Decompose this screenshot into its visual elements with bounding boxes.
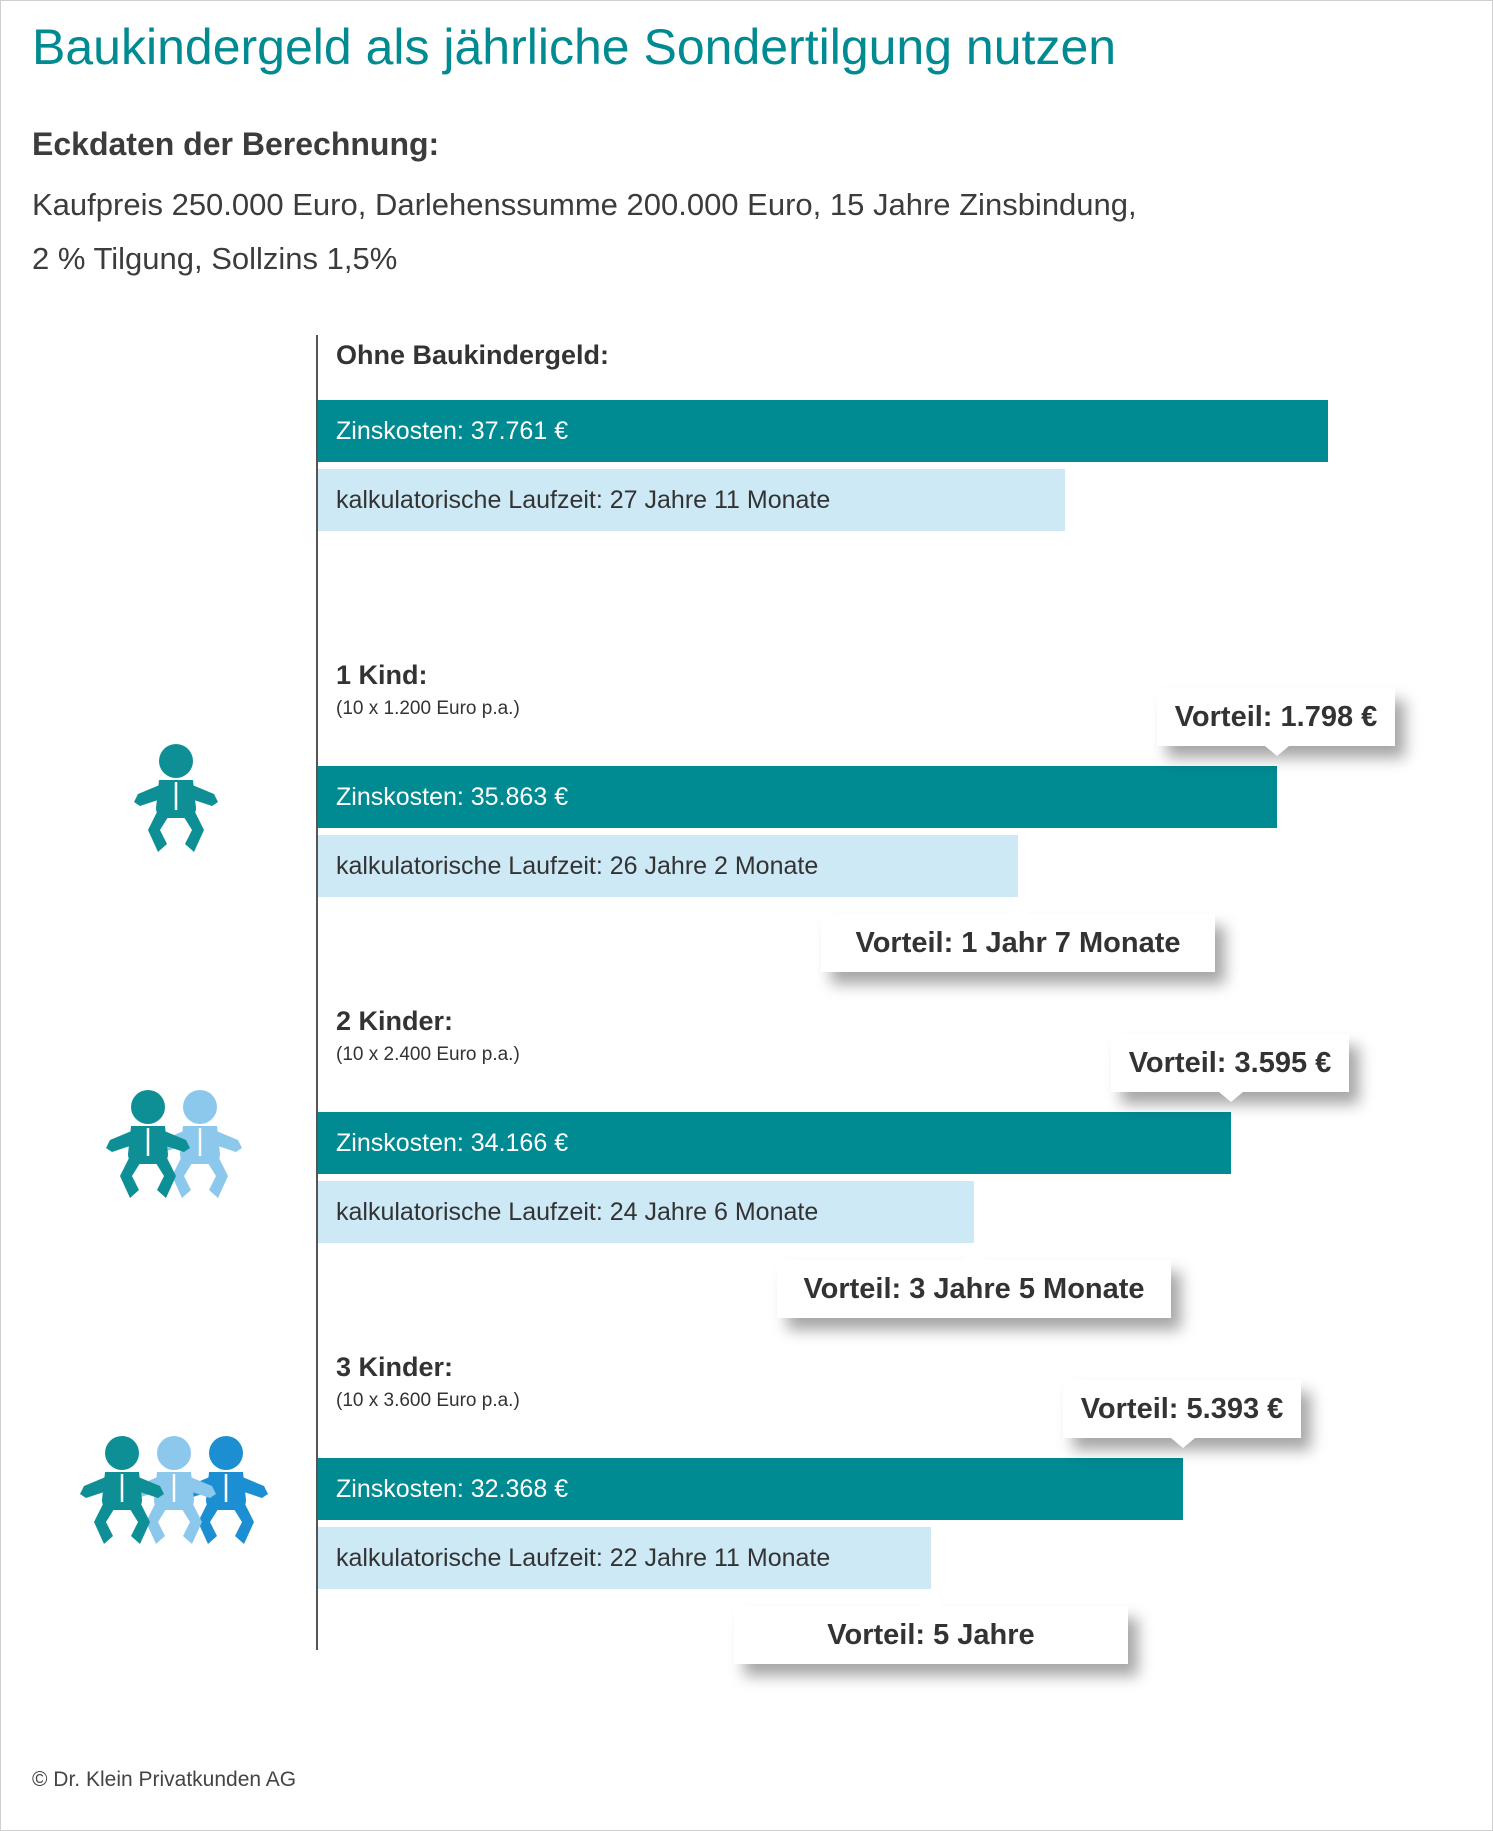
baby-icon (72, 1436, 172, 1546)
group-sublabel: (10 x 3.600 Euro p.a.) (336, 1390, 520, 1411)
chart-axis (316, 335, 318, 1650)
group-label: Ohne Baukindergeld: (336, 340, 610, 370)
term-bar (318, 1181, 974, 1243)
subheading: Eckdaten der Berechnung: (32, 126, 440, 162)
term-label: kalkulatorische Laufzeit: 27 Jahre 11 Monate (336, 486, 831, 514)
interest-cost-bar (318, 766, 1277, 828)
params-line-1: Kaufpreis 250.000 Euro, Darlehenssumme 200.000 Euro, 15 Jahre Zinsbindung, (32, 187, 1137, 222)
interest-cost-label: Zinskosten: 35.863 € (336, 783, 569, 811)
savings-term-callout: Vorteil: 1 Jahr 7 Monate (821, 914, 1215, 972)
term-bar (318, 1527, 931, 1589)
interest-cost-label: Zinskosten: 37.761 € (336, 417, 569, 445)
interest-cost-bar (318, 1458, 1183, 1520)
group-label: 3 Kinder: (336, 1352, 454, 1382)
savings-cost-callout: Vorteil: 3.595 € (1111, 1034, 1349, 1092)
group-label: 1 Kind: (336, 660, 428, 690)
interest-cost-label: Zinskosten: 32.368 € (336, 1475, 569, 1503)
term-bar (318, 469, 1065, 531)
term-label: kalkulatorische Laufzeit: 24 Jahre 6 Monate (336, 1198, 819, 1226)
calculation-parameters (32, 178, 1332, 286)
interest-cost-bar (318, 400, 1328, 462)
savings-term-callout: Vorteil: 5 Jahre (734, 1606, 1128, 1664)
baby-icon (126, 744, 226, 854)
baby-icon (98, 1090, 198, 1200)
term-label: kalkulatorische Laufzeit: 22 Jahre 11 Monate (336, 1544, 831, 1572)
savings-term-callout: Vorteil: 3 Jahre 5 Monate (777, 1260, 1171, 1318)
interest-cost-bar (318, 1112, 1231, 1174)
params-line-2: 2 % Tilgung, Sollzins 1,5% (32, 241, 398, 276)
term-bar (318, 835, 1018, 897)
savings-cost-callout: Vorteil: 5.393 € (1063, 1380, 1301, 1438)
group-sublabel: (10 x 2.400 Euro p.a.) (336, 1044, 520, 1065)
term-label: kalkulatorische Laufzeit: 26 Jahre 2 Monate (336, 852, 819, 880)
group-sublabel: (10 x 1.200 Euro p.a.) (336, 698, 520, 719)
chart-title: Baukindergeld als jährliche Sondertilgung nutzen (32, 19, 1117, 75)
footer-copyright: © Dr. Klein Privatkunden AG (32, 1768, 297, 1791)
interest-cost-label: Zinskosten: 34.166 € (336, 1129, 569, 1157)
savings-cost-callout: Vorteil: 1.798 € (1157, 688, 1395, 746)
group-label: 2 Kinder: (336, 1006, 454, 1036)
